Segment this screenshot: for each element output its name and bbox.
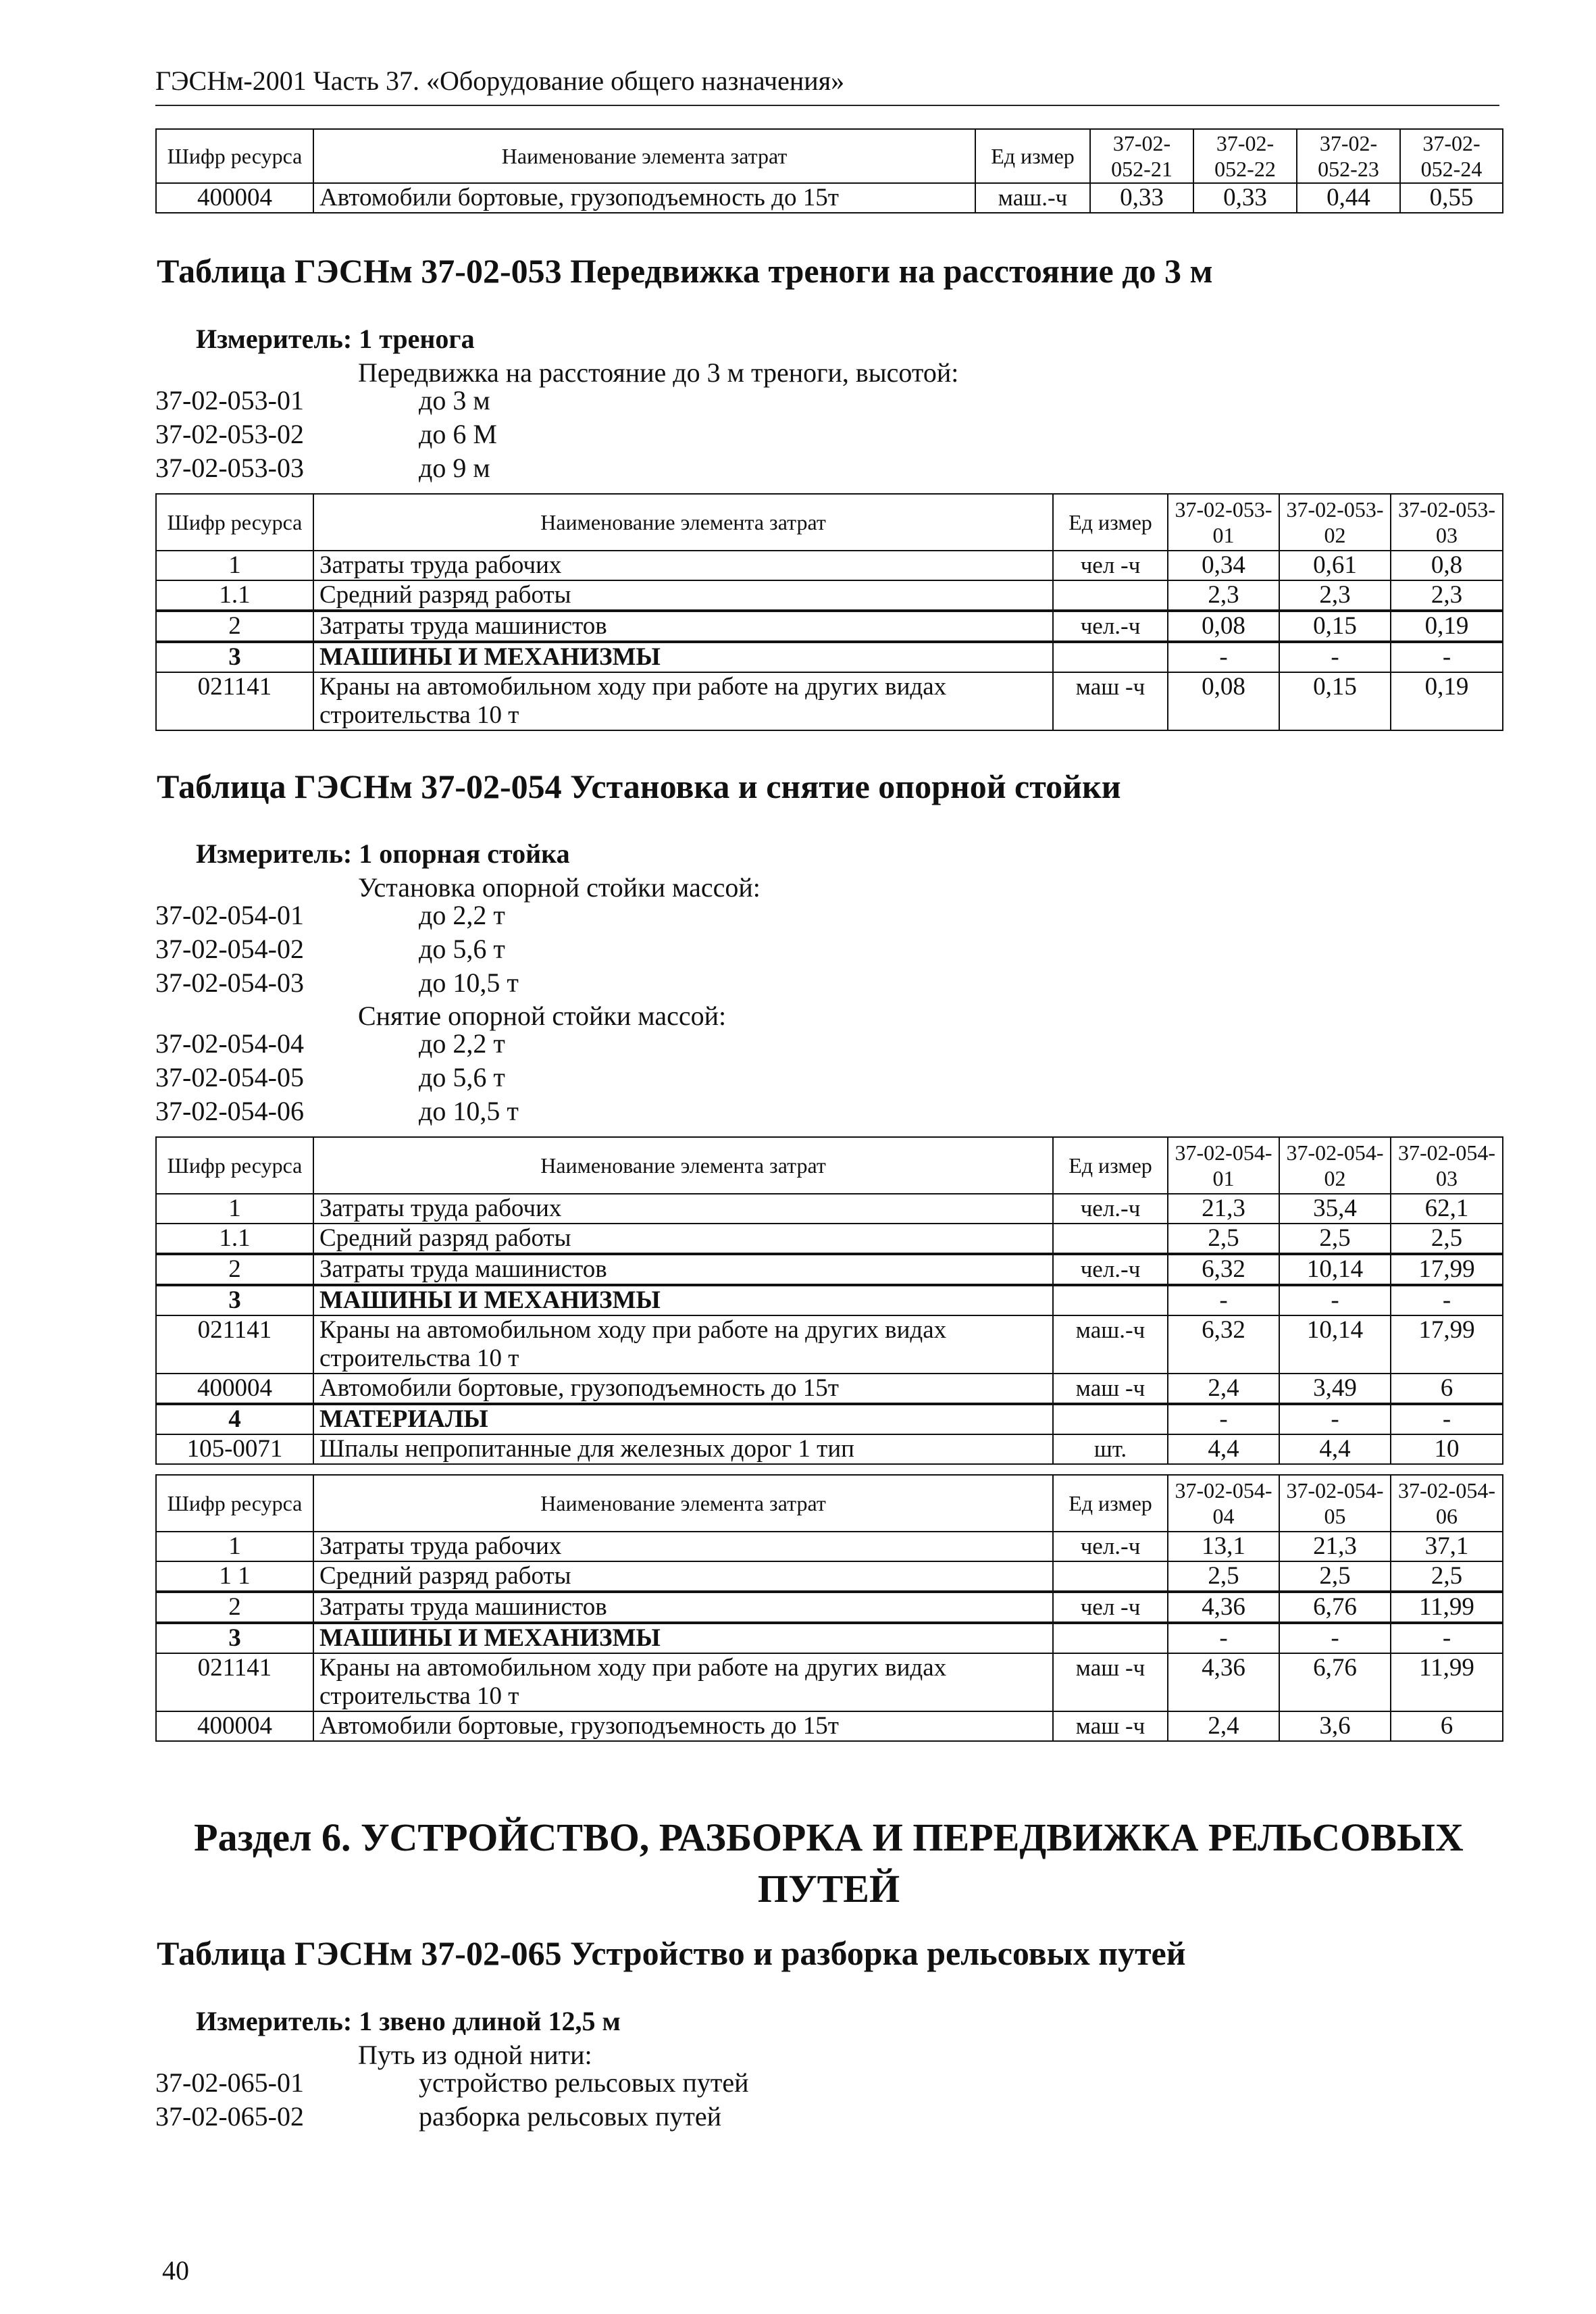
unit-cell bbox=[1053, 642, 1168, 672]
cost-element-name: Затраты труда машинистов bbox=[313, 1254, 1053, 1285]
value-cell: - bbox=[1279, 1623, 1391, 1653]
value-cell: 0,33 bbox=[1090, 183, 1193, 213]
list-item bbox=[155, 384, 497, 418]
col-header-norm: 37-02-053-03 bbox=[1391, 494, 1503, 551]
norm-desc: до 2,2 т bbox=[419, 1028, 505, 1059]
norm-desc: до 9 м bbox=[419, 453, 490, 483]
col-header-code: Шифр ресурса bbox=[156, 1475, 313, 1532]
resource-code: 4 bbox=[156, 1404, 313, 1434]
value-cell: 6,76 bbox=[1279, 1592, 1391, 1623]
table-row bbox=[156, 1653, 1503, 1711]
unit-cell: маш -ч bbox=[1053, 1653, 1168, 1711]
value-cell: 2,3 bbox=[1391, 580, 1503, 611]
value-cell: 6 bbox=[1391, 1374, 1503, 1404]
value-cell: 6,32 bbox=[1168, 1254, 1279, 1285]
value-cell: 2,5 bbox=[1168, 1224, 1279, 1254]
norm-list-054-remove bbox=[155, 1027, 519, 1128]
col-header-norm: 37-02-053-02 bbox=[1279, 494, 1391, 551]
cost-element-name: Автомобили бортовые, грузоподъемность до 15т bbox=[313, 1711, 1053, 1741]
value-cell: 17,99 bbox=[1391, 1254, 1503, 1285]
list-item bbox=[155, 899, 519, 932]
intro-054-remove: Снятие опорной стойки массой: bbox=[358, 1001, 727, 1031]
value-cell: 2,5 bbox=[1391, 1561, 1503, 1592]
norm-desc: до 10,5 т bbox=[419, 1096, 519, 1126]
table-row bbox=[156, 1194, 1503, 1224]
col-header-unit: Ед измер bbox=[1053, 1475, 1168, 1532]
value-cell: 21,3 bbox=[1279, 1532, 1391, 1561]
norm-code: 37-02-054-06 bbox=[155, 1096, 304, 1126]
value-cell: 0,34 bbox=[1168, 551, 1279, 580]
value-cell: - bbox=[1168, 1404, 1279, 1434]
norm-code: 37-02-065-02 bbox=[155, 2101, 304, 2132]
unit-cell: маш.-ч bbox=[1053, 1315, 1168, 1374]
value-cell: 0,44 bbox=[1297, 183, 1400, 213]
cost-element-name: Затраты труда машинистов bbox=[313, 611, 1053, 642]
table-052-continuation bbox=[155, 128, 1503, 213]
value-cell: 11,99 bbox=[1391, 1653, 1503, 1711]
intro-053: Передвижка на расстояние до 3 м треноги, высотой: bbox=[358, 357, 959, 388]
col-header-norm: 37-02-053-01 bbox=[1168, 494, 1279, 551]
col-header-code: Шифр ресурса bbox=[156, 1137, 313, 1194]
value-cell: 21,3 bbox=[1168, 1194, 1279, 1224]
table-row bbox=[156, 1374, 1503, 1404]
resource-code: 1 bbox=[156, 1532, 313, 1561]
col-header-norm: 37-02-054-01 bbox=[1168, 1137, 1279, 1194]
value-cell: 4,4 bbox=[1168, 1434, 1279, 1464]
unit-cell: чел.-ч bbox=[1053, 1194, 1168, 1224]
resource-code: 1 1 bbox=[156, 1561, 313, 1592]
value-cell: 11,99 bbox=[1391, 1592, 1503, 1623]
cost-element-name: Средний разряд работы bbox=[313, 1224, 1053, 1254]
col-header-norm: 37-02-054-04 bbox=[1168, 1475, 1279, 1532]
table-row bbox=[156, 580, 1503, 611]
cost-element-name: Краны на автомобильном ходу при работе на других видах строительства 10 т bbox=[313, 672, 1053, 730]
col-header-name: Наименование элемента затрат bbox=[313, 129, 975, 183]
resource-code: 2 bbox=[156, 611, 313, 642]
list-item bbox=[155, 932, 519, 966]
cost-element-name: Затраты труда рабочих bbox=[313, 551, 1053, 580]
meter-054: Измеритель: 1 опорная стойка bbox=[196, 838, 570, 869]
norm-desc: устройство рельсовых путей bbox=[419, 2067, 749, 2098]
table-row bbox=[156, 551, 1503, 580]
value-cell: - bbox=[1391, 1285, 1503, 1315]
norm-desc: до 5,6 т bbox=[419, 1062, 505, 1092]
value-cell: 2,4 bbox=[1168, 1711, 1279, 1741]
resource-code: 400004 bbox=[156, 1711, 313, 1741]
intro-065: Путь из одной нити: bbox=[358, 2040, 592, 2070]
value-cell: 10 bbox=[1391, 1434, 1503, 1464]
value-cell: 4,4 bbox=[1279, 1434, 1391, 1464]
list-item bbox=[155, 1027, 519, 1061]
table-row bbox=[156, 1285, 1503, 1315]
running-header: ГЭСНм-2001 Часть 37. «Оборудование общего назначения» bbox=[155, 65, 1499, 106]
list-item bbox=[155, 2066, 749, 2100]
intro-054-install: Установка опорной стойки массой: bbox=[358, 872, 761, 903]
resource-code: 1.1 bbox=[156, 580, 313, 611]
unit-cell: чел.-ч bbox=[1053, 611, 1168, 642]
page-number: 40 bbox=[162, 2255, 189, 2286]
table-054-remove bbox=[155, 1474, 1503, 1742]
resource-code: 3 bbox=[156, 1285, 313, 1315]
value-cell: 4,36 bbox=[1168, 1653, 1279, 1711]
cost-element-name: Автомобили бортовые, грузоподъемность до 15т bbox=[313, 1374, 1053, 1404]
section-title: Раздел 6. УСТРОЙСТВО, РАЗБОРКА И ПЕРЕДВИЖКА РЕЛЬСОВЫХ ПУТЕЙ bbox=[194, 1815, 1464, 1911]
norm-desc: до 2,2 т bbox=[419, 900, 505, 930]
col-header-unit: Ед измер bbox=[975, 129, 1090, 183]
group-heading: МАШИНЫ И МЕХАНИЗМЫ bbox=[313, 642, 1053, 672]
value-cell: 0,15 bbox=[1279, 611, 1391, 642]
unit-cell bbox=[1053, 1561, 1168, 1592]
table-row bbox=[156, 1532, 1503, 1561]
cost-element-name: Автомобили бортовые, грузоподъемность до 15т bbox=[313, 183, 975, 213]
table-row bbox=[156, 1711, 1503, 1741]
table-row bbox=[156, 183, 1503, 213]
col-header-norm: 37-02-054-06 bbox=[1391, 1475, 1503, 1532]
resource-code: 400004 bbox=[156, 183, 313, 213]
norm-code: 37-02-053-01 bbox=[155, 385, 304, 416]
resource-code: 1 bbox=[156, 551, 313, 580]
list-item bbox=[155, 451, 497, 485]
resource-code: 400004 bbox=[156, 1374, 313, 1404]
value-cell: 0,08 bbox=[1168, 611, 1279, 642]
table-053 bbox=[155, 493, 1503, 731]
resource-code: 1 bbox=[156, 1194, 313, 1224]
table-row bbox=[156, 1434, 1503, 1464]
value-cell: 10,14 bbox=[1279, 1315, 1391, 1374]
group-heading: МАШИНЫ И МЕХАНИЗМЫ bbox=[313, 1623, 1053, 1653]
unit-cell: чел -ч bbox=[1053, 1592, 1168, 1623]
resource-code: 2 bbox=[156, 1592, 313, 1623]
list-item bbox=[155, 1061, 519, 1095]
value-cell: 6,32 bbox=[1168, 1315, 1279, 1374]
table-row bbox=[156, 672, 1503, 730]
table-054-install bbox=[155, 1136, 1503, 1465]
cost-element-name: Краны на автомобильном ходу при работе на других видах строительства 10 т bbox=[313, 1653, 1053, 1711]
col-header-code: Шифр ресурса bbox=[156, 494, 313, 551]
value-cell: 3,6 bbox=[1279, 1711, 1391, 1741]
norm-code: 37-02-054-01 bbox=[155, 900, 304, 930]
col-header-norm: 37-02-054-03 bbox=[1391, 1137, 1503, 1194]
norm-desc: разборка рельсовых путей bbox=[419, 2101, 722, 2132]
unit-cell bbox=[1053, 580, 1168, 611]
meter-053: Измеритель: 1 тренога bbox=[196, 324, 475, 354]
norm-list-054-install bbox=[155, 899, 519, 1000]
norm-list-065 bbox=[155, 2066, 749, 2134]
value-cell: 4,36 bbox=[1168, 1592, 1279, 1623]
cost-element-name: Краны на автомобильном ходу при работе на других видах строительства 10 т bbox=[313, 1315, 1053, 1374]
table-row bbox=[156, 611, 1503, 642]
meter-065: Измеритель: 1 звено длиной 12,5 м bbox=[196, 2006, 621, 2036]
value-cell: - bbox=[1391, 1623, 1503, 1653]
norm-code: 37-02-053-02 bbox=[155, 419, 304, 449]
table-row bbox=[156, 1315, 1503, 1374]
cost-element-name: Средний разряд работы bbox=[313, 580, 1053, 611]
value-cell: 0,61 bbox=[1279, 551, 1391, 580]
value-cell: 6 bbox=[1391, 1711, 1503, 1741]
value-cell: 2,3 bbox=[1279, 580, 1391, 611]
value-cell: 0,08 bbox=[1168, 672, 1279, 730]
unit-cell bbox=[1053, 1623, 1168, 1653]
unit-cell: маш -ч bbox=[1053, 672, 1168, 730]
value-cell: 2,5 bbox=[1391, 1224, 1503, 1254]
value-cell: 2,5 bbox=[1168, 1561, 1279, 1592]
norm-list-053 bbox=[155, 384, 497, 485]
value-cell: 0,8 bbox=[1391, 551, 1503, 580]
value-cell: - bbox=[1391, 1404, 1503, 1434]
list-item bbox=[155, 966, 519, 1000]
value-cell: 37,1 bbox=[1391, 1532, 1503, 1561]
value-cell: 2,3 bbox=[1168, 580, 1279, 611]
norm-desc: до 5,6 т bbox=[419, 934, 505, 964]
unit-cell: маш.-ч bbox=[975, 183, 1090, 213]
resource-code: 021141 bbox=[156, 1315, 313, 1374]
resource-code: 021141 bbox=[156, 1653, 313, 1711]
col-header-name: Наименование элемента затрат bbox=[313, 1137, 1053, 1194]
col-header-norm: 37-02-054-02 bbox=[1279, 1137, 1391, 1194]
col-header-unit: Ед измер bbox=[1053, 1137, 1168, 1194]
col-header-norm: 37-02-052-21 bbox=[1090, 129, 1193, 183]
norm-code: 37-02-065-01 bbox=[155, 2067, 304, 2098]
value-cell: - bbox=[1168, 1285, 1279, 1315]
list-item bbox=[155, 418, 497, 451]
value-cell: 62,1 bbox=[1391, 1194, 1503, 1224]
cost-element-name: Средний разряд работы bbox=[313, 1561, 1053, 1592]
col-header-unit: Ед измер bbox=[1053, 494, 1168, 551]
unit-cell: чел.-ч bbox=[1053, 1532, 1168, 1561]
unit-cell bbox=[1053, 1404, 1168, 1434]
resource-code: 1.1 bbox=[156, 1224, 313, 1254]
table-title-054: Таблица ГЭСНм 37-02-054 Установка и снятие опорной стойки bbox=[157, 768, 1121, 805]
value-cell: 2,5 bbox=[1279, 1224, 1391, 1254]
value-cell: 2,5 bbox=[1279, 1561, 1391, 1592]
cost-element-name: Шпалы непропитанные для железных дорог 1 тип bbox=[313, 1434, 1053, 1464]
value-cell: 0,15 bbox=[1279, 672, 1391, 730]
unit-cell: чел.-ч bbox=[1053, 1254, 1168, 1285]
value-cell: - bbox=[1279, 642, 1391, 672]
value-cell: 0,19 bbox=[1391, 611, 1503, 642]
norm-code: 37-02-054-02 bbox=[155, 934, 304, 964]
table-row bbox=[156, 1561, 1503, 1592]
value-cell: 2,4 bbox=[1168, 1374, 1279, 1404]
norm-code: 37-02-054-04 bbox=[155, 1028, 304, 1059]
unit-cell: шт. bbox=[1053, 1434, 1168, 1464]
col-header-norm: 37-02-052-24 bbox=[1400, 129, 1503, 183]
value-cell: 3,49 bbox=[1279, 1374, 1391, 1404]
col-header-norm: 37-02-052-22 bbox=[1193, 129, 1297, 183]
table-row bbox=[156, 1224, 1503, 1254]
col-header-name: Наименование элемента затрат bbox=[313, 494, 1053, 551]
cost-element-name: Затраты труда рабочих bbox=[313, 1194, 1053, 1224]
resource-code: 3 bbox=[156, 1623, 313, 1653]
table-row bbox=[156, 1592, 1503, 1623]
value-cell: - bbox=[1168, 642, 1279, 672]
group-heading: МАТЕРИАЛЫ bbox=[313, 1404, 1053, 1434]
norm-code: 37-02-054-03 bbox=[155, 967, 304, 998]
unit-cell: маш -ч bbox=[1053, 1711, 1168, 1741]
norm-desc: до 10,5 т bbox=[419, 967, 519, 998]
value-cell: - bbox=[1279, 1285, 1391, 1315]
table-row bbox=[156, 642, 1503, 672]
norm-code: 37-02-053-03 bbox=[155, 453, 304, 483]
value-cell: - bbox=[1391, 642, 1503, 672]
unit-cell: маш -ч bbox=[1053, 1374, 1168, 1404]
resource-code: 2 bbox=[156, 1254, 313, 1285]
norm-desc: до 6 М bbox=[419, 419, 497, 449]
value-cell: 0,55 bbox=[1400, 183, 1503, 213]
value-cell: 17,99 bbox=[1391, 1315, 1503, 1374]
table-title-053: Таблица ГЭСНм 37-02-053 Передвижка треноги на расстояние до 3 м bbox=[157, 252, 1213, 290]
unit-cell: чел -ч bbox=[1053, 551, 1168, 580]
col-header-code: Шифр ресурса bbox=[156, 129, 313, 183]
list-item bbox=[155, 1095, 519, 1128]
group-heading: МАШИНЫ И МЕХАНИЗМЫ bbox=[313, 1285, 1053, 1315]
unit-cell bbox=[1053, 1224, 1168, 1254]
col-header-norm: 37-02-052-23 bbox=[1297, 129, 1400, 183]
resource-code: 3 bbox=[156, 642, 313, 672]
table-row bbox=[156, 1254, 1503, 1285]
norm-desc: до 3 м bbox=[419, 385, 490, 416]
col-header-name: Наименование элемента затрат bbox=[313, 1475, 1053, 1532]
value-cell: 13,1 bbox=[1168, 1532, 1279, 1561]
cost-element-name: Затраты труда машинистов bbox=[313, 1592, 1053, 1623]
col-header-norm: 37-02-054-05 bbox=[1279, 1475, 1391, 1532]
value-cell: 0,19 bbox=[1391, 672, 1503, 730]
cost-element-name: Затраты труда рабочих bbox=[313, 1532, 1053, 1561]
table-row bbox=[156, 1623, 1503, 1653]
value-cell: 0,33 bbox=[1193, 183, 1297, 213]
table-row bbox=[156, 1404, 1503, 1434]
list-item bbox=[155, 2100, 749, 2134]
value-cell: - bbox=[1279, 1404, 1391, 1434]
resource-code: 021141 bbox=[156, 672, 313, 730]
unit-cell bbox=[1053, 1285, 1168, 1315]
value-cell: 35,4 bbox=[1279, 1194, 1391, 1224]
value-cell: - bbox=[1168, 1623, 1279, 1653]
resource-code: 105-0071 bbox=[156, 1434, 313, 1464]
value-cell: 6,76 bbox=[1279, 1653, 1391, 1711]
value-cell: 10,14 bbox=[1279, 1254, 1391, 1285]
norm-code: 37-02-054-05 bbox=[155, 1062, 304, 1092]
table-title-065: Таблица ГЭСНм 37-02-065 Устройство и разборка рельсовых путей bbox=[157, 1934, 1186, 1972]
